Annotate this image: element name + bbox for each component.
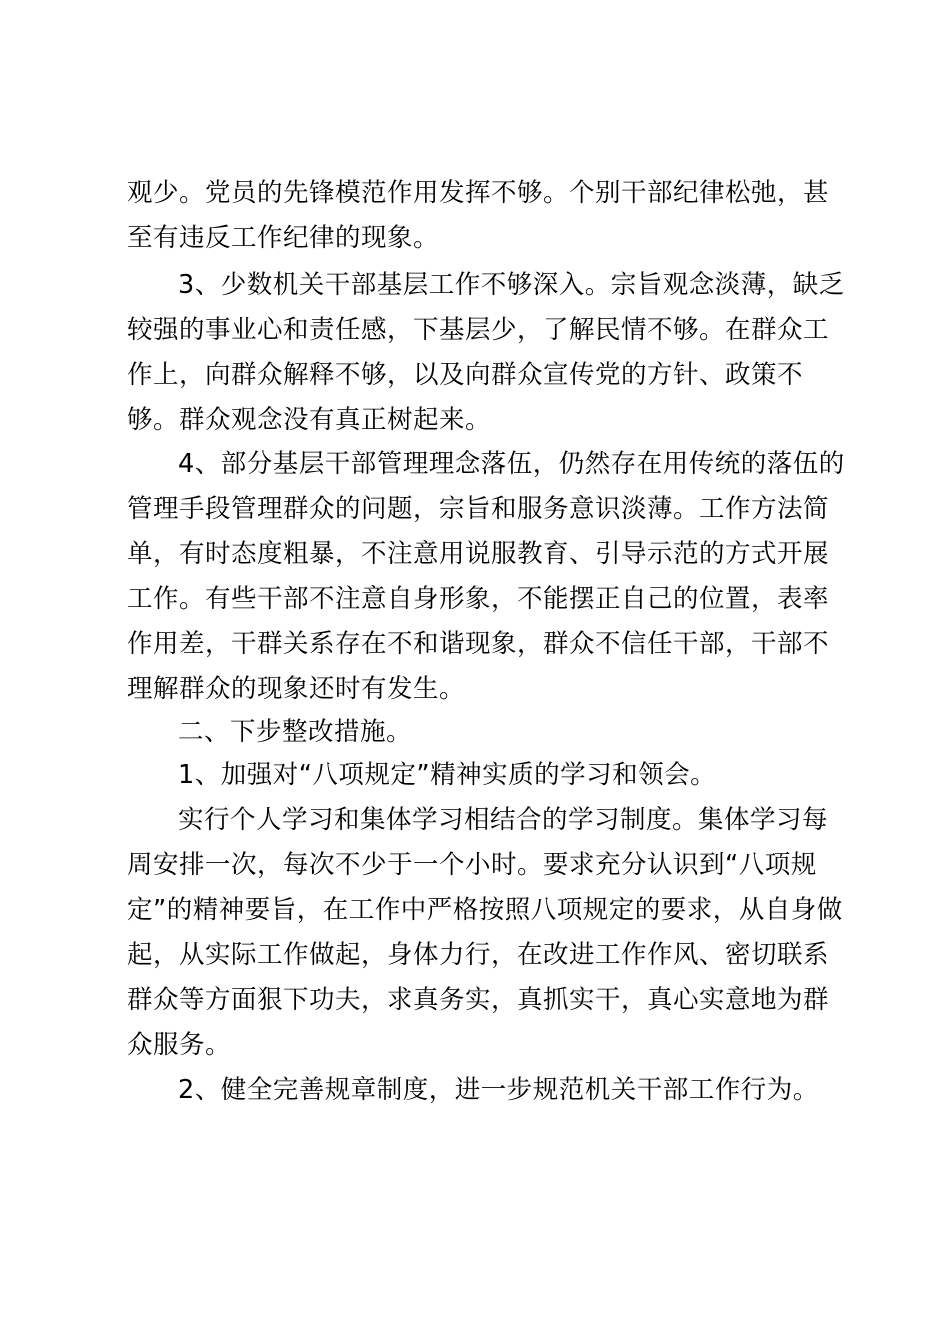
text-line: 周安排一次，每次不少于一个小时。要求充分认识到“八项规 [127, 850, 817, 880]
text-line: 众服务。 [127, 1030, 232, 1060]
section-heading: 二、下步整改措施。 [178, 717, 413, 747]
text-line: 至有违反工作纪律的现象。 [127, 223, 440, 253]
subsection-heading: 1、加强对“八项规定”精神实质的学习和领会。 [178, 760, 717, 790]
text-line: 单，有时态度粗暴，不注意用说服教育、引导示范的方式开展 [127, 539, 830, 569]
text-line: 定”的精神要旨，在工作中严格按照八项规定的要求，从自身做 [127, 895, 843, 925]
text-line: 观少。党员的先锋模范作用发挥不够。个别干部纪律松弛，甚 [127, 178, 830, 208]
text-line: 起，从实际工作做起，身体力行，在改进工作作风、密切联系 [127, 940, 830, 970]
paragraph-start-line: 3、少数机关干部基层工作不够深入。宗旨观念淡薄，缺乏 [178, 270, 845, 300]
text-line: 群众等方面狠下功夫，求真务实，真抓实干，真心实意地为群 [127, 985, 830, 1015]
text-line: 工作。有些干部不注意自身形象，不能摆正自己的位置，表率 [127, 584, 830, 614]
paragraph-start-line: 4、部分基层干部管理理念落伍，仍然存在用传统的落伍的 [178, 449, 845, 479]
text-line: 够。群众观念没有真正树起来。 [127, 405, 492, 435]
text-line: 理解群众的现象还时有发生。 [127, 674, 466, 704]
paragraph-start-line: 实行个人学习和集体学习相结合的学习制度。集体学习每 [178, 805, 829, 835]
text-line: 管理手段管理群众的问题，宗旨和服务意识淡薄。工作方法简 [127, 494, 830, 524]
text-line: 较强的事业心和责任感，下基层少，了解民情不够。在群众工 [127, 315, 830, 345]
text-line: 作用差，干群关系存在不和谐现象，群众不信任干部，干部不 [127, 629, 830, 659]
text-line: 作上，向群众解释不够，以及向群众宣传党的方针、政策不 [127, 360, 804, 390]
subsection-heading: 2、健全完善规章制度，进一步规范机关干部工作行为。 [178, 1075, 819, 1105]
